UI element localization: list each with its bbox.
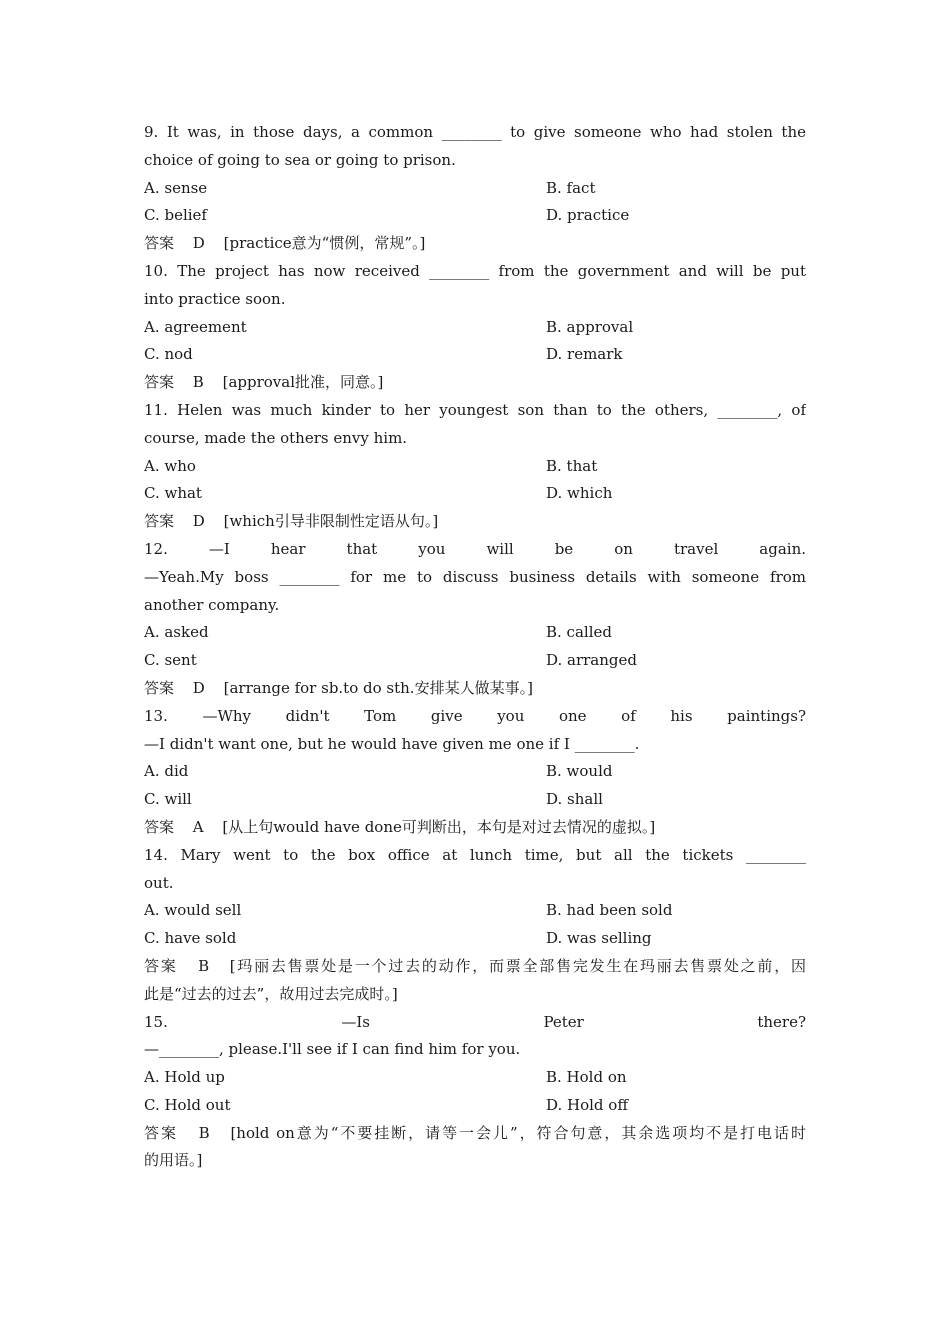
options-row bbox=[144, 175, 806, 203]
answer-explanation: 此是“过去的过去”，故用过去完成时。] bbox=[144, 984, 398, 1003]
answer-line bbox=[144, 981, 806, 1009]
answer-explanation: [which引导非限制性定语从句。] bbox=[223, 512, 439, 531]
answer-explanation: [approval批准，同意。] bbox=[222, 373, 384, 392]
answer-explanation: 的用语。] bbox=[144, 1151, 203, 1170]
question-stem-line: —I didn't want one, but he would have given me one if I ________. bbox=[144, 734, 640, 753]
question-stem-line: 10. The project has now received ________ from the government and will be put bbox=[144, 261, 806, 280]
answer-explanation: [从上句would have done可判断出，本句是对过去情况的虚拟。] bbox=[222, 817, 656, 836]
option-choice: B. would bbox=[546, 762, 613, 781]
answer-key: D bbox=[192, 234, 205, 253]
question-stem-line: —Yeah.My boss ________ for me to discuss business details with someone from bbox=[144, 567, 806, 586]
question-block bbox=[144, 119, 806, 258]
option-choice: C. Hold out bbox=[144, 1095, 231, 1114]
option-choice: D. arranged bbox=[546, 651, 637, 670]
answer-key: B bbox=[198, 1123, 210, 1142]
options-row bbox=[144, 925, 806, 953]
question-stem-line: 11. Helen was much kinder to her youngest son than to the others, ________, of bbox=[144, 400, 806, 419]
question-block bbox=[144, 536, 806, 703]
answer-explanation: [arrange for sb.to do sth.安排某人做某事。] bbox=[223, 678, 533, 697]
answer-key: B bbox=[198, 956, 210, 975]
option-choice: D. practice bbox=[546, 206, 630, 225]
answer-label: 答案 bbox=[144, 512, 175, 531]
answer-explanation: [hold on意为“不要挂断，请等一会儿”，符合句意，其余选项均不是打电话时 bbox=[230, 1123, 806, 1142]
question-stem-line: 14. Mary went to the box office at lunch time, but all the tickets ________ bbox=[144, 845, 806, 864]
answer-line bbox=[144, 1147, 806, 1175]
option-choice: A. would sell bbox=[144, 901, 242, 920]
answer-line bbox=[144, 675, 806, 703]
question-stem-line: out. bbox=[144, 873, 174, 892]
question-stem-line: 9. It was, in those days, a common ________ to give someone who had stolen the bbox=[144, 123, 806, 141]
question-stem-line: 13. —Why didn't Tom give you one of his paintings? bbox=[144, 706, 806, 725]
answer-label: 答案 bbox=[144, 817, 175, 836]
options-row bbox=[144, 202, 806, 230]
question-block bbox=[144, 703, 806, 842]
answer-key: B bbox=[192, 373, 204, 392]
option-choice: A. asked bbox=[144, 623, 209, 642]
question-stem-line: 15. —Is Peter there? bbox=[144, 1012, 806, 1031]
options-row bbox=[144, 341, 806, 369]
question-stem-line: into practice soon. bbox=[144, 289, 286, 308]
option-choice: C. have sold bbox=[144, 929, 237, 948]
option-choice: D. was selling bbox=[546, 929, 652, 948]
option-choice: A. sense bbox=[144, 178, 208, 197]
options-row bbox=[144, 758, 806, 786]
answer-label: 答案 bbox=[144, 1123, 178, 1142]
option-choice: D. remark bbox=[546, 345, 623, 364]
option-choice: B. approval bbox=[546, 317, 634, 336]
option-choice: A. who bbox=[144, 456, 196, 475]
option-choice: B. called bbox=[546, 623, 612, 642]
option-choice: D. which bbox=[546, 484, 613, 503]
answer-line bbox=[144, 508, 806, 536]
answer-key: A bbox=[192, 817, 204, 836]
question-block bbox=[144, 842, 806, 1009]
answer-line bbox=[144, 230, 806, 258]
question-stem-line: —________, please.I'll see if I can find him for you. bbox=[144, 1040, 521, 1059]
exercise-page bbox=[144, 119, 806, 1175]
option-choice: C. belief bbox=[144, 206, 207, 225]
options-row bbox=[144, 619, 806, 647]
answer-label: 答案 bbox=[144, 956, 178, 975]
answer-line bbox=[144, 1120, 806, 1148]
question-stem-line: another company. bbox=[144, 595, 280, 614]
option-choice: B. that bbox=[546, 456, 598, 475]
option-choice: C. nod bbox=[144, 345, 193, 364]
option-choice: D. Hold off bbox=[546, 1095, 628, 1114]
options-row bbox=[144, 480, 806, 508]
option-choice: D. shall bbox=[546, 790, 603, 809]
options-row bbox=[144, 314, 806, 342]
answer-line bbox=[144, 369, 806, 397]
options-row bbox=[144, 897, 806, 925]
option-choice: C. what bbox=[144, 484, 202, 503]
option-choice: B. Hold on bbox=[546, 1068, 627, 1087]
question-stem-line: choice of going to sea or going to prison. bbox=[144, 150, 456, 169]
answer-line bbox=[144, 814, 806, 842]
options-row bbox=[144, 1064, 806, 1092]
question-block bbox=[144, 397, 806, 536]
answer-label: 答案 bbox=[144, 678, 175, 697]
answer-label: 答案 bbox=[144, 234, 175, 253]
options-row bbox=[144, 786, 806, 814]
answer-key: D bbox=[192, 678, 205, 697]
answer-explanation: [practice意为“惯例，常规”。] bbox=[223, 234, 426, 253]
option-choice: C. sent bbox=[144, 651, 197, 670]
answer-label: 答案 bbox=[144, 373, 175, 392]
options-row bbox=[144, 453, 806, 481]
options-row bbox=[144, 1092, 806, 1120]
option-choice: A. did bbox=[144, 762, 189, 781]
question-block bbox=[144, 1009, 806, 1176]
question-block bbox=[144, 258, 806, 397]
answer-key: D bbox=[192, 512, 205, 531]
question-stem-line: course, made the others envy him. bbox=[144, 428, 408, 447]
option-choice: A. Hold up bbox=[144, 1068, 225, 1087]
option-choice: B. fact bbox=[546, 178, 596, 197]
option-choice: B. had been sold bbox=[546, 901, 673, 920]
answer-explanation: [玛丽去售票处是一个过去的动作，而票全部售完发生在玛丽去售票处之前，因 bbox=[229, 956, 806, 975]
options-row bbox=[144, 647, 806, 675]
answer-line bbox=[144, 953, 806, 981]
option-choice: A. agreement bbox=[144, 317, 247, 336]
option-choice: C. will bbox=[144, 790, 192, 809]
question-stem-line: 12. —I hear that you will be on travel again. bbox=[144, 539, 806, 558]
